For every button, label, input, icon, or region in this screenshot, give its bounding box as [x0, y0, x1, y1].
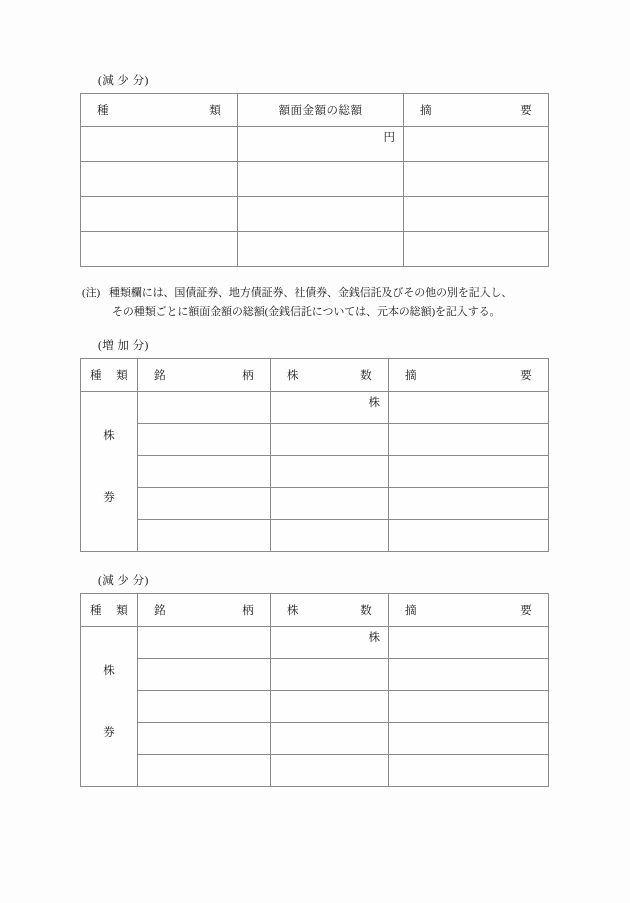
column-header-brand — [138, 594, 271, 627]
cell-share-count[interactable] — [271, 424, 389, 456]
table-row — [81, 691, 549, 723]
column-header-share-count-right: 数 — [360, 605, 372, 617]
column-header-remarks-right: 要 — [520, 105, 532, 117]
column-header-face-value-total — [238, 94, 404, 127]
cell-remarks[interactable] — [404, 232, 549, 267]
column-header-remarks-right: 要 — [520, 370, 532, 382]
column-header-kind-right: 類 — [116, 370, 128, 382]
column-header-remarks-left: 摘 — [405, 605, 417, 617]
section-caption-shares-decrease: (減 少 分) — [98, 575, 149, 587]
cell-kind[interactable] — [81, 162, 238, 197]
cell-remarks[interactable] — [389, 520, 549, 552]
cell-share-count[interactable] — [271, 520, 389, 552]
table-row — [81, 723, 549, 755]
cell-remarks[interactable] — [404, 162, 549, 197]
cell-brand[interactable] — [138, 691, 271, 723]
cell-share-count[interactable] — [271, 488, 389, 520]
cell-remarks[interactable] — [389, 424, 549, 456]
cell-face-value-total[interactable] — [238, 127, 404, 162]
table-row — [81, 627, 549, 659]
cell-remarks[interactable] — [389, 456, 549, 488]
table-row — [81, 197, 549, 232]
table-shares-decrease — [80, 593, 549, 787]
column-header-share-count — [271, 594, 389, 627]
cell-kind-merged[interactable] — [81, 627, 138, 787]
column-header-share-count — [271, 359, 389, 392]
cell-remarks[interactable] — [389, 392, 549, 424]
table-row — [81, 520, 549, 552]
cell-brand[interactable] — [138, 755, 271, 787]
cell-kind[interactable] — [81, 127, 238, 162]
cell-remarks[interactable] — [389, 488, 549, 520]
cell-remarks[interactable] — [389, 627, 549, 659]
cell-brand[interactable] — [138, 424, 271, 456]
column-header-kind-right: 類 — [209, 105, 221, 117]
column-header-remarks — [389, 359, 549, 392]
cell-kind[interactable] — [81, 197, 238, 232]
table-shares-increase — [80, 358, 549, 552]
note-line-first — [82, 284, 552, 303]
column-header-kind — [81, 594, 138, 627]
table-row — [81, 392, 549, 424]
cell-brand[interactable] — [138, 627, 271, 659]
cell-remarks[interactable] — [389, 723, 549, 755]
section-caption-bonds-decrease: (減 少 分) — [98, 75, 149, 87]
table-row — [81, 659, 549, 691]
table-header-row — [81, 594, 549, 627]
table-row — [81, 424, 549, 456]
cell-share-count[interactable] — [271, 723, 389, 755]
column-header-face-value-total-label: 額面金額の総額 — [278, 105, 363, 117]
unit-mark-shares: 株 — [368, 397, 380, 409]
cell-remarks[interactable] — [389, 659, 549, 691]
column-header-remarks — [404, 94, 549, 127]
cell-kind-merged[interactable] — [81, 392, 138, 552]
column-header-remarks-right: 要 — [520, 605, 532, 617]
table-row — [81, 232, 549, 267]
cell-brand[interactable] — [138, 659, 271, 691]
column-header-brand — [138, 359, 271, 392]
column-header-brand-left: 銘 — [154, 370, 166, 382]
cell-remarks[interactable] — [389, 755, 549, 787]
cell-share-count[interactable] — [271, 627, 389, 659]
unit-mark-shares: 株 — [368, 632, 380, 644]
kind-label-shares: 株 — [103, 665, 115, 677]
cell-remarks[interactable] — [389, 691, 549, 723]
column-header-share-count-right: 数 — [360, 370, 372, 382]
cell-face-value-total[interactable] — [238, 197, 404, 232]
table-row — [81, 456, 549, 488]
note-marker: (注) — [82, 287, 101, 299]
column-header-kind — [81, 94, 238, 127]
column-header-kind-right: 類 — [116, 605, 128, 617]
kind-label-certificate: 券 — [103, 726, 115, 739]
column-header-kind-left: 種 — [97, 105, 109, 117]
cell-brand[interactable] — [138, 456, 271, 488]
section-shares-decrease — [80, 574, 548, 787]
column-header-remarks-left: 摘 — [405, 370, 417, 382]
table-row — [81, 488, 549, 520]
cell-kind[interactable] — [81, 232, 238, 267]
column-header-remarks-left: 摘 — [420, 105, 432, 117]
table-row — [81, 127, 549, 162]
note-text-line-1: 種類欄には、国債証券、地方債証券、社債券、金銭信託及びその他の別を記入し、 — [109, 287, 513, 299]
column-header-share-count-left: 株 — [287, 605, 299, 617]
cell-brand[interactable] — [138, 520, 271, 552]
cell-share-count[interactable] — [271, 659, 389, 691]
section-shares-increase — [80, 339, 548, 552]
cell-share-count[interactable] — [271, 456, 389, 488]
column-header-share-count-left: 株 — [287, 370, 299, 382]
kind-label-certificate: 券 — [103, 491, 115, 504]
table-row — [81, 162, 549, 197]
table-bonds-decrease — [80, 93, 549, 267]
cell-share-count[interactable] — [271, 755, 389, 787]
cell-face-value-total[interactable] — [238, 232, 404, 267]
column-header-brand-right: 柄 — [242, 370, 254, 382]
cell-brand[interactable] — [138, 488, 271, 520]
cell-remarks[interactable] — [404, 127, 549, 162]
column-header-remarks — [389, 594, 549, 627]
cell-face-value-total[interactable] — [238, 162, 404, 197]
table-header-row — [81, 359, 549, 392]
cell-share-count[interactable] — [271, 691, 389, 723]
cell-remarks[interactable] — [404, 197, 549, 232]
column-header-brand-left: 銘 — [154, 605, 166, 617]
column-header-kind-left: 種 — [90, 370, 102, 382]
column-header-kind — [81, 359, 138, 392]
table-row — [81, 755, 549, 787]
note-bonds-decrease — [82, 284, 552, 322]
cell-brand[interactable] — [138, 392, 271, 424]
cell-share-count[interactable] — [271, 392, 389, 424]
section-caption-shares-increase: (増 加 分) — [98, 340, 149, 352]
column-header-brand-right: 柄 — [242, 605, 254, 617]
unit-mark-yen: 円 — [383, 132, 395, 144]
kind-label-shares: 株 — [103, 430, 115, 442]
note-text-line-2: その種類ごとに額面金額の総額(金銭信託については、元本の総額)を記入する。 — [112, 306, 501, 318]
table-header-row — [81, 94, 549, 127]
cell-brand[interactable] — [138, 723, 271, 755]
column-header-kind-left: 種 — [90, 605, 102, 617]
section-bonds-decrease — [80, 74, 548, 267]
